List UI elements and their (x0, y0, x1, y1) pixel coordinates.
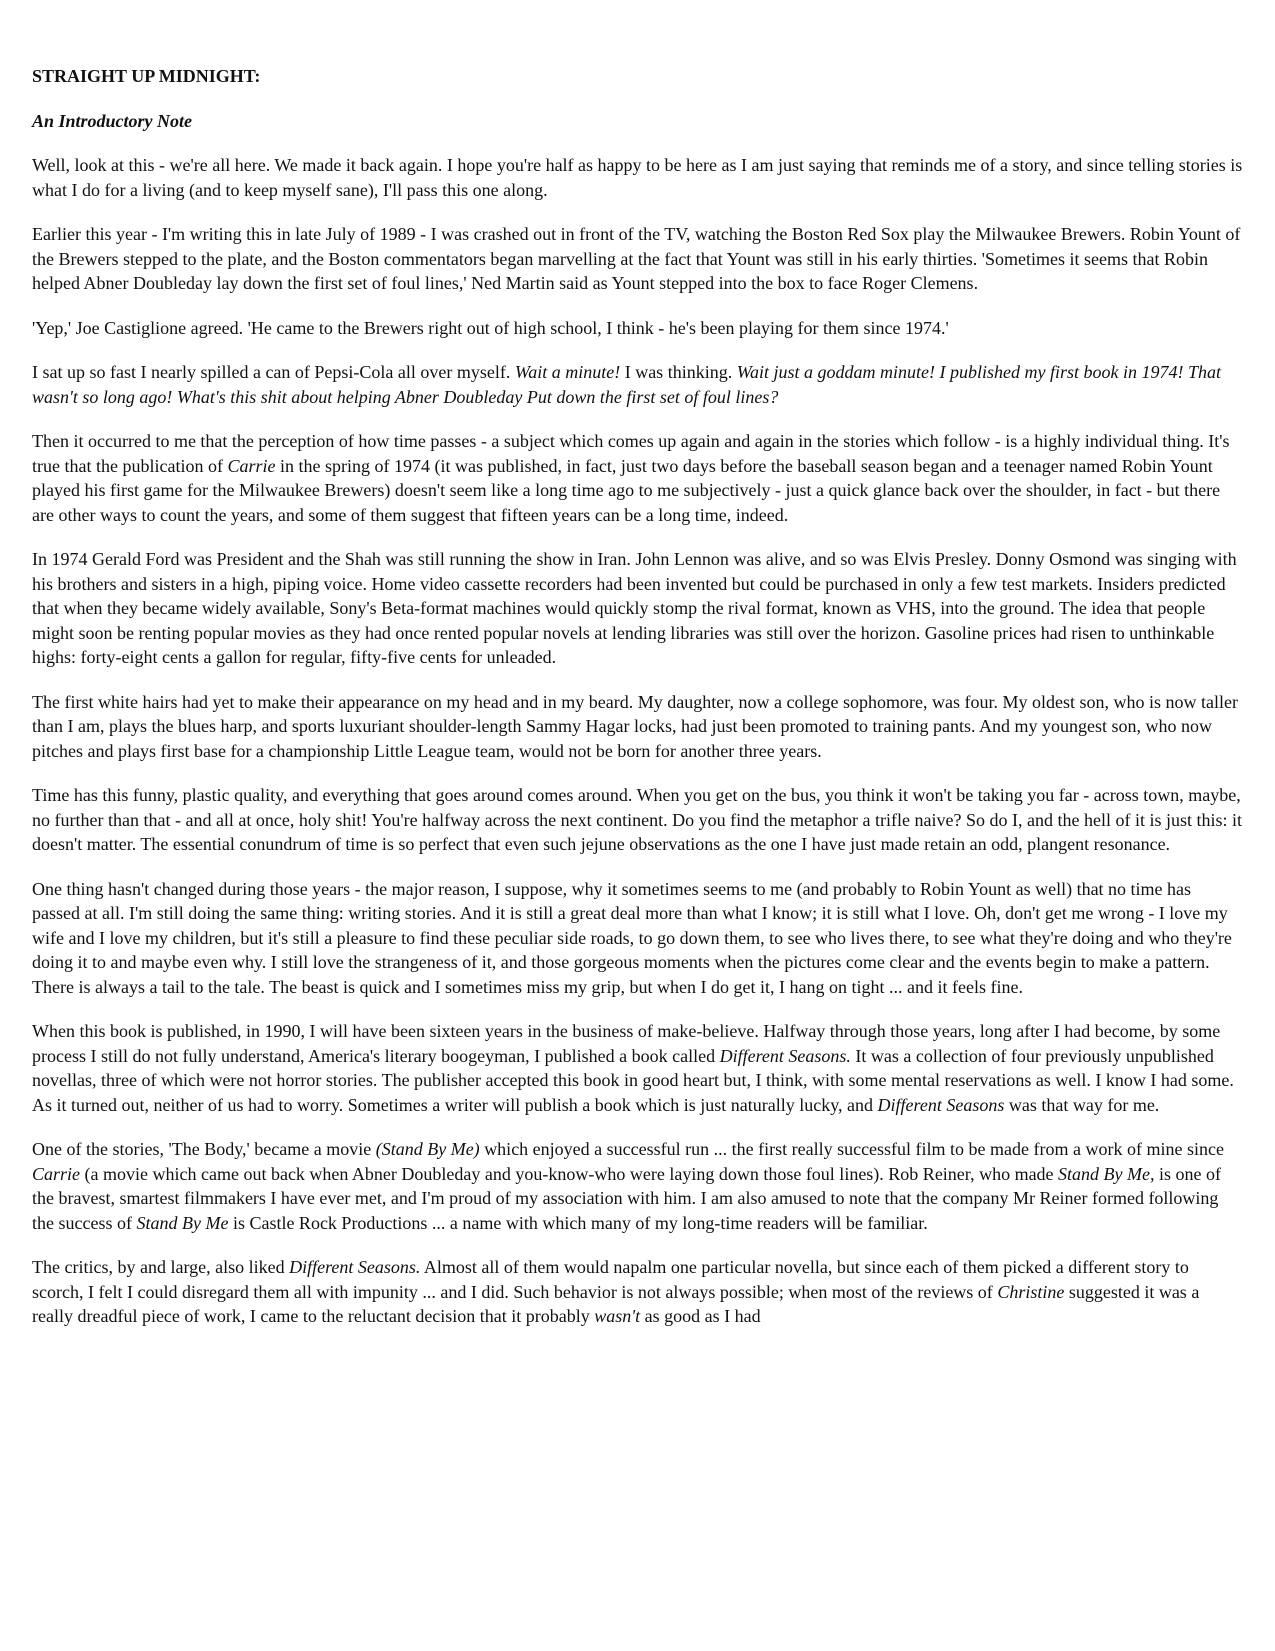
body-paragraph (32, 222, 1243, 296)
italic-text-run: Christine (997, 1281, 1065, 1302)
italic-text-run: Different Seasons. (289, 1257, 421, 1277)
text-run: I was thinking. (620, 362, 737, 382)
italic-text-run: Different Seasons (877, 1094, 1005, 1115)
text-run: Earlier this year - I'm writing this in late July of 1989 - I was crashed out in front of the TV, watching the Boston Red Sox play the Milwaukee Brewers. Robin Yount of the Brewers stepped to the plate, and the Boston commentators began marvelling at the fact that Yount was still in his early thirties. 'Sometimes it seems that Robin helped Abner Doubleday lay down the first set of foul lines,' Ned Martin said as Yount stepped into the box to face Roger Clemens. (32, 224, 1241, 293)
text-run: as good as I had (640, 1306, 761, 1326)
italic-text-run: wasn't (594, 1306, 641, 1326)
text-run: When this book is published, in 1990, I will have been sixteen years in the business of make-believe. Halfway through those years, long after I had become, by some process I still do not fully understand, America's literary boogeyman, I published a book called (32, 1021, 1221, 1066)
text-run: The first white hairs had yet to make their appearance on my head and in my beard. My daughter, now a college sophomore, was four. My oldest son, who is now taller than I am, plays the blues harp, and sports luxuriant shoulder-length Sammy Hagar locks, had just been promoted to training pants. And my youngest son, who now pitches and plays first base for a championship Little League team, would not be born for another three years. (32, 691, 1238, 761)
text-run: 'Yep,' Joe Castiglione agreed. 'He came to the Brewers right out of high school, I think - he's been playing for them since 1974.' (32, 317, 949, 338)
text-run: The critics, by and large, also liked (32, 1257, 290, 1277)
body-paragraph (32, 690, 1243, 764)
body-paragraph (32, 360, 1243, 409)
document-body (32, 153, 1243, 1329)
body-paragraph (32, 316, 1243, 341)
text-run: (a movie which came out back when Abner Doubleday and you-know-who were laying down those foul lines). Rob Reiner, who made (80, 1163, 1059, 1184)
body-paragraph (32, 429, 1243, 527)
text-run: It was a collection of four previously unpublished novellas, three of which were not horror stories. The publisher accepted this book in good heart but, I think, with some mental reservations as well. I know I had some. As it turned out, neither of us had to worry. Sometimes a writer will publish a book which is just naturally lucky, and (32, 1045, 1234, 1115)
text-run: Almost all of them would napalm one particular novella, but since each of them picked a different story to scorch, I felt I could disregard them all with impunity ... and I did. Such behavior is not always possible; when most of the reviews of (32, 1257, 1189, 1302)
body-paragraph (32, 153, 1243, 202)
italic-text-run: Different Seasons. (719, 1045, 851, 1066)
text-run: I sat up so fast I nearly spilled a can of Pepsi-Cola all over myself. (32, 362, 515, 382)
text-run: was that way for me. (1004, 1094, 1160, 1115)
text-run: is one of the bravest, smartest filmmakers I have ever met, and I'm proud of my association with him. I am also amused to note that the company Mr Reiner formed following the success of (32, 1163, 1222, 1233)
text-run: in the spring of 1974 (it was published, in fact, just two days before the baseball season began and a teenager named Robin Yount played his first game for the Milwaukee Brewers) doesn't seem like a long time ago to me subjectively - just a quick glance back over the shoulder, in fact - but there are other ways to count the years, and some of them suggest that fifteen years can be a long time, indeed. (32, 455, 1221, 525)
body-paragraph (32, 547, 1243, 670)
text-run: One thing hasn't changed during those years - the major reason, I suppose, why it sometimes seems to me (and probably to Robin Yount as well) that no time has passed at all. I'm still doing the same thing: writing stories. And it is still a great deal more than what I know; it is still what I love. Oh, don't get me wrong - I love my wife and I love my children, but it's still a pleasure to find these peculiar side roads, to go down them, to see who lives there, to see what they're doing and who they're doing it to and maybe even why. I still love the strangeness of it, and those gorgeous moments when the pictures come clear and the events begin to make a pattern. There is always a tail to the tale. The beast is quick and I sometimes miss my grip, but when I do get it, I hang on tight ... and it feels fine. (32, 878, 1232, 997)
body-paragraph (32, 877, 1243, 1000)
italic-text-run: Stand By Me (136, 1212, 229, 1233)
italic-text-run: (Stand By Me) (375, 1139, 480, 1159)
text-run: Well, look at this - we're all here. We made it back again. I hope you're half as happy to be here as I am just saying that reminds me of a story, and since telling stories is what I do for a living (and to keep myself sane), I'll pass this one along. (32, 155, 1243, 200)
body-paragraph (32, 783, 1243, 857)
text-run: One of the stories, 'The Body,' became a movie (32, 1139, 376, 1159)
document-title: STRAIGHT UP MIDNIGHT: (32, 66, 261, 86)
body-paragraph (32, 1019, 1243, 1117)
italic-text-run: Carrie (32, 1163, 81, 1184)
document-subtitle: An Introductory Note (32, 110, 193, 131)
text-run: Time has this funny, plastic quality, and everything that goes around comes around. When you get on the bus, you think it won't be taking you far - across town, maybe, no further than that - and all at once, holy shit! You're halfway across the next continent. Do you find the metaphor a trifle naive? So do I, and the hell of it is just this: it doesn't matter. The essential conundrum of time is so perfect that even such jejune observations as the one I have just made retain an odd, plangent resonance. (32, 785, 1242, 854)
text-run: Then it occurred to me that the perception of how time passes - a subject which comes up again and again in the stories which follow - is a highly individual thing. It's true that the publication of (32, 431, 1230, 476)
body-paragraph (32, 1137, 1243, 1235)
italic-text-run: Wait just a goddam minute! I published my first book in 1974! That wasn't so long ago! What's this shit about helping Abner Doubleday Put down the first set of foul lines? (32, 362, 1222, 407)
text-run: which enjoyed a successful run ... the first really successful film to be made from a work of mine since (479, 1139, 1224, 1159)
text-run: is Castle Rock Productions ... a name with which many of my long-time readers will be familiar. (228, 1212, 928, 1233)
body-paragraph (32, 1255, 1243, 1329)
italic-text-run: Wait a minute! (514, 362, 621, 382)
text-run: suggested it was a really dreadful piece of work, I came to the reluctant decision that it probably (32, 1281, 1200, 1326)
italic-text-run: Stand By Me, (1058, 1163, 1155, 1184)
text-run: In 1974 Gerald Ford was President and the Shah was still running the show in Iran. John Lennon was alive, and so was Elvis Presley. Donny Osmond was singing with his brothers and sisters in a high, piping voice. Home video cassette recorders had been invented but could be purchased in only a few test markets. Insiders predicted that when they became widely available, Sony's Beta-format machines would quickly stomp the rival format, known as VHS, into the ground. The idea that people might soon be renting popular movies as they had once rented popular novels at lending libraries was still over the horizon. Gasoline prices had risen to unthinkable highs: forty-eight cents a gallon for regular, fifty-five cents for unleaded. (32, 549, 1237, 667)
italic-text-run: Carrie (227, 455, 276, 476)
